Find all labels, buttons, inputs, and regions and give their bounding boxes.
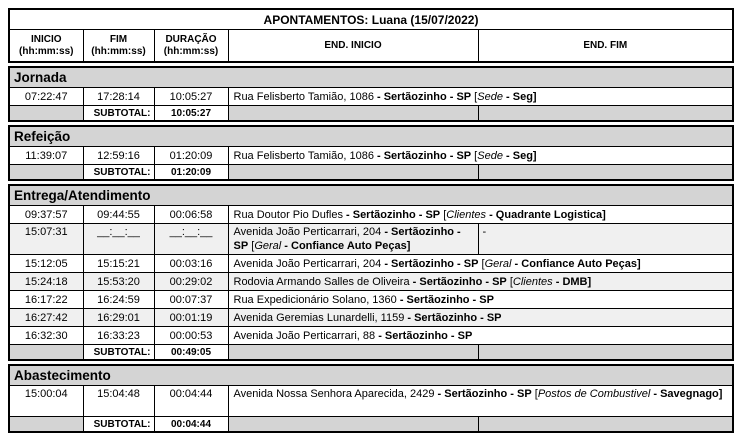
cell-end-inicio [228, 309, 733, 327]
bracket-open: [ [471, 149, 478, 162]
category-text: Geral [254, 240, 282, 252]
cell-end-inicio [228, 88, 733, 106]
subtotal-label: SUBTOTAL: [83, 106, 154, 122]
place-name [503, 150, 537, 162]
col-header-end-fim: END. FIM [478, 30, 733, 63]
separator: - [552, 275, 563, 288]
report-header-table [8, 8, 734, 63]
cell-inicio: 16:17:22 [9, 291, 83, 309]
address-text: Avenida Geremias Lunardelli, 1159 [233, 311, 405, 324]
subtotal-row [9, 165, 733, 181]
cell-inicio: 15:24:18 [9, 273, 83, 291]
place-text: Quadrante Logistica [495, 208, 603, 221]
bracket-open: [ [471, 90, 478, 103]
table-row [9, 273, 733, 291]
section-header-abastecimento: Abastecimento [9, 365, 733, 386]
table-row [9, 224, 733, 255]
table-row [9, 88, 733, 106]
place-name [650, 388, 722, 400]
city-text: - Sertãozinho - SP [233, 226, 461, 252]
cell-end-fim: - [478, 224, 733, 255]
cell-duracao: 00:04:44 [154, 386, 228, 417]
table-row [9, 309, 733, 327]
cell-duracao: 00:01:19 [154, 309, 228, 327]
subtotal-row [9, 417, 733, 433]
address-text: Avenida João Perticarrari, 88 [233, 329, 376, 342]
cell-fim: 16:29:01 [83, 309, 154, 327]
cell-end-inicio [228, 224, 478, 255]
place-text: Confiance Auto Peças [521, 257, 638, 270]
column-header-row [9, 30, 733, 63]
subtotal-empty-cell [9, 417, 83, 433]
col-header-end-inicio: END. INICIO [228, 30, 478, 63]
bracket-close: ] [587, 275, 592, 288]
category-text: Geral [484, 257, 512, 270]
col-header-inicio-unit: (hh:mm:ss) [19, 45, 74, 57]
bracket-close: ] [602, 208, 606, 221]
cell-end-inicio [228, 291, 733, 309]
cell-inicio: 15:00:04 [9, 386, 83, 417]
city-text: - Sertãozinho - SP [404, 311, 502, 324]
col-header-fim-label: FIM [109, 33, 128, 45]
table-row [9, 327, 733, 345]
cell-fim: 09:44:55 [83, 206, 154, 224]
subtotal-empty-cell [9, 345, 83, 361]
cell-inicio: 09:37:57 [9, 206, 83, 224]
section-jornada [8, 66, 734, 122]
bracket-close: ] [718, 388, 723, 400]
place-text: DMB [562, 275, 588, 288]
place-text: Savegnago [660, 388, 719, 400]
cell-duracao: 10:05:27 [154, 88, 228, 106]
subtotal-empty-cell [228, 165, 478, 181]
bracket-close: ] [406, 240, 411, 252]
subtotal-label: SUBTOTAL: [83, 417, 154, 433]
section-header-refeicao: Refeição [9, 126, 733, 147]
separator: - [502, 90, 513, 103]
subtotal-label: SUBTOTAL: [83, 165, 154, 181]
bracket-close: ] [637, 257, 641, 270]
place-name [553, 276, 592, 288]
table-row [9, 386, 733, 417]
table-row [9, 147, 733, 165]
category-text: Sede [477, 149, 503, 162]
place-text: Confiance Auto Peças [291, 240, 407, 252]
col-header-inicio-label: INICIO [30, 33, 62, 45]
cell-inicio: 11:39:07 [9, 147, 83, 165]
cell-duracao: __:__:__ [154, 224, 228, 255]
subtotal-value: 00:49:05 [154, 345, 228, 361]
cell-inicio: 15:07:31 [9, 224, 83, 255]
address-text: Avenida João Perticarrari, 204 [233, 226, 382, 238]
address-text: Avenida Nossa Senhora Aparecida, 2429 [233, 388, 435, 400]
cell-duracao: 00:07:37 [154, 291, 228, 309]
category-text: Sede [477, 90, 503, 103]
address-text: Rua Felisberto Tamião, 1086 [233, 90, 374, 103]
subtotal-value: 10:05:27 [154, 106, 228, 122]
cell-inicio: 15:12:05 [9, 255, 83, 273]
cell-fim: __:__:__ [83, 224, 154, 255]
col-header-duracao-label: DURAÇÃO [165, 33, 217, 45]
address-text: Rodovia Armando Salles de Oliveira [233, 275, 410, 288]
city-text: - Sertãozinho - SP [342, 208, 441, 221]
cell-duracao: 00:00:53 [154, 327, 228, 345]
bracket-open: [ [531, 388, 538, 400]
table-row [9, 255, 733, 273]
subtotal-empty-cell [228, 345, 478, 361]
subtotal-row [9, 106, 733, 122]
col-header-fim [83, 30, 154, 63]
city-text: - Sertãozinho - SP [434, 388, 532, 400]
bracket-close: ] [532, 90, 537, 103]
place-name [503, 91, 537, 103]
category-text: Clientes [446, 208, 487, 221]
subtotal-empty-cell [228, 106, 478, 122]
city-text: - Sertãozinho - SP [396, 293, 494, 306]
cell-end-inicio [228, 386, 733, 417]
cell-end-inicio [228, 206, 733, 224]
cell-fim: 16:24:59 [83, 291, 154, 309]
cell-inicio: 16:27:42 [9, 309, 83, 327]
section-refeicao [8, 125, 734, 181]
separator: - [281, 240, 291, 252]
subtotal-empty-cell [478, 165, 733, 181]
subtotal-empty-cell [9, 165, 83, 181]
bracket-open: [ [478, 257, 485, 270]
subtotal-value: 00:04:44 [154, 417, 228, 433]
subtotal-empty-cell [478, 106, 733, 122]
section-header-entrega: Entrega/Atendimento [9, 185, 733, 206]
cell-fim: 15:15:21 [83, 255, 154, 273]
place-text: Seg [512, 149, 533, 162]
subtotal-empty-cell [478, 345, 733, 361]
cell-end-inicio [228, 327, 733, 345]
cell-end-inicio [228, 255, 733, 273]
category-text: Clientes [512, 275, 553, 288]
subtotal-value: 01:20:09 [154, 165, 228, 181]
report-title: APONTAMENTOS: Luana (15/07/2022) [9, 9, 733, 30]
cell-fim: 15:04:48 [83, 386, 154, 417]
subtotal-row [9, 345, 733, 361]
cell-duracao: 00:06:58 [154, 206, 228, 224]
bracket-open: [ [440, 208, 447, 221]
city-text: - Sertãozinho - SP [381, 257, 479, 270]
cell-fim: 12:59:16 [83, 147, 154, 165]
col-header-fim-unit: (hh:mm:ss) [91, 45, 146, 57]
place-text: Seg [512, 90, 533, 103]
cell-inicio: 16:32:30 [9, 327, 83, 345]
apontamentos-report [8, 8, 732, 436]
subtotal-empty-cell [478, 417, 733, 433]
category-text: Postos de Combustivel [537, 388, 651, 400]
subtotal-empty-cell [9, 106, 83, 122]
section-header-jornada: Jornada [9, 67, 733, 88]
city-text: - Sertãozinho - SP [375, 329, 473, 342]
subtotal-empty-cell [228, 417, 478, 433]
bracket-open: [ [506, 275, 513, 288]
col-header-duracao [154, 30, 228, 63]
separator: - [650, 388, 661, 400]
bracket-open: [ [248, 240, 255, 252]
address-text: Rua Expedicionário Solano, 1360 [233, 293, 397, 306]
cell-duracao: 00:03:16 [154, 255, 228, 273]
cell-duracao: 01:20:09 [154, 147, 228, 165]
separator: - [486, 208, 496, 221]
col-header-duracao-unit: (hh:mm:ss) [163, 45, 219, 57]
cell-fim: 16:33:23 [83, 327, 154, 345]
place-name [281, 240, 410, 252]
city-text: - Sertãozinho - SP [373, 149, 472, 162]
address-text: Avenida João Perticarrari, 204 [233, 257, 382, 270]
bracket-close: ] [532, 149, 537, 162]
cell-end-inicio [228, 273, 733, 291]
table-row [9, 291, 733, 309]
city-text: - Sertãozinho - SP [409, 275, 507, 288]
cell-fim: 15:53:20 [83, 273, 154, 291]
place-name [512, 258, 641, 270]
city-text: - Sertãozinho - SP [373, 90, 472, 103]
cell-fim: 17:28:14 [83, 88, 154, 106]
col-header-inicio [9, 30, 83, 63]
section-entrega-atendimento [8, 184, 734, 361]
cell-inicio: 07:22:47 [9, 88, 83, 106]
table-row [9, 206, 733, 224]
section-abastecimento [8, 364, 734, 433]
address-text: Rua Felisberto Tamião, 1086 [233, 149, 374, 162]
cell-duracao: 00:29:02 [154, 273, 228, 291]
separator: - [502, 149, 513, 162]
separator: - [511, 257, 522, 270]
cell-end-inicio [228, 147, 733, 165]
place-name [486, 209, 606, 221]
subtotal-label: SUBTOTAL: [83, 345, 154, 361]
address-text: Rua Doutor Pio Dufles [233, 208, 343, 221]
